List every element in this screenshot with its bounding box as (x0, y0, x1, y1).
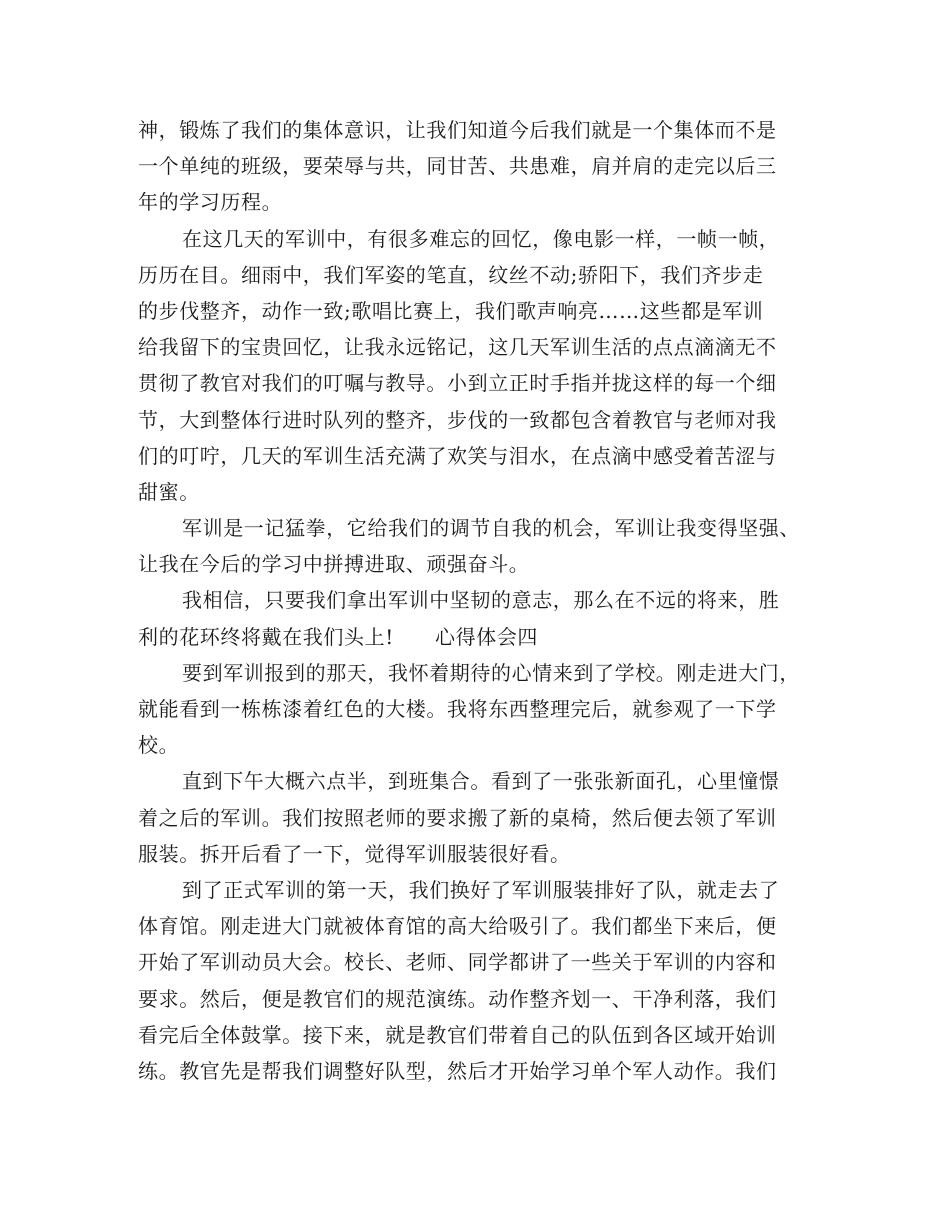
text-line: 历历在目。细雨中，我们军姿的笔直，纹丝不动;骄阳下，我们齐步走 (138, 262, 764, 287)
text-line: 要求。然后，便是教官们的规范演练。动作整齐划一、干净利落，我们 (138, 986, 777, 1011)
text-line: 看完后全体鼓掌。接下来，就是教官们带着自己的队伍到各区域开始训 (138, 1022, 777, 1047)
text-line: 利的花环终将戴在我们头上! 心得体会四 (138, 624, 539, 649)
text-line: 的步伐整齐，动作一致;歌唱比赛上，我们歌声响亮……这些都是军训 (138, 298, 764, 323)
text-line: 军训是一记猛拳，它给我们的调节自我的机会，军训让我变得坚强、 (182, 516, 800, 541)
text-line: 开始了军训动员大会。校长、老师、同学都讲了一些关于军训的内容和 (138, 950, 777, 975)
text-line: 练。教官先是帮我们调整好队型，然后才开始学习单个军人动作。我们 (138, 1058, 777, 1083)
text-line: 体育馆。刚走进大门就被体育馆的高大给吸引了。我们都坐下来后，便 (138, 914, 777, 939)
text-line: 贯彻了教官对我们的叮嘱与教导。小到立正时手指并拢这样的每一个细 (138, 371, 777, 396)
text-line: 甜蜜。 (138, 479, 200, 504)
text-line: 直到下午大概六点半，到班集合。看到了一张张新面孔，心里憧憬 (182, 769, 780, 794)
text-line: 着之后的军训。我们按照老师的要求搬了新的桌椅，然后便去领了军训 (138, 805, 777, 830)
text-line: 年的学习历程。 (138, 190, 283, 215)
text-line: 一个单纯的班级，要荣辱与共，同甘苦、共患难，肩并肩的走完以后三 (138, 154, 777, 179)
text-line: 节，大到整体行进时队列的整齐，步伐的一致都包含着教官与老师对我 (138, 407, 777, 432)
text-line: 服装。拆开后看了一下，觉得军训服装很好看。 (138, 841, 571, 866)
text-line: 们的叮咛，几天的军训生活充满了欢笑与泪水，在点滴中感受着苦涩与 (138, 443, 777, 468)
document-body (138, 112, 818, 1089)
text-line: 我相信，只要我们拿出军训中坚韧的意志，那么在不远的将来，胜 (182, 588, 780, 613)
text-line: 就能看到一栋栋漆着红色的大楼。我将东西整理完后，就参观了一下学 (138, 697, 777, 721)
text-line: 给我留下的宝贵回忆，让我永远铭记，这几天军训生活的点点滴滴无不 (138, 335, 777, 360)
text-line: 让我在今后的学习中拼搏进取、顽强奋斗。 (138, 552, 530, 577)
text-line: 要到军训报到的那天，我怀着期待的心情来到了学校。刚走进大门， (182, 660, 800, 685)
text-line: 校。 (138, 733, 180, 758)
text-line: 到了正式军训的第一天，我们换好了军训服装排好了队，就走去了 (182, 877, 780, 902)
text-line: 神，锻炼了我们的集体意识，让我们知道今后我们就是一个集体而不是 (138, 118, 777, 142)
text-line: 在这几天的军训中，有很多难忘的回忆，像电影一样，一帧一帧， (182, 226, 780, 251)
